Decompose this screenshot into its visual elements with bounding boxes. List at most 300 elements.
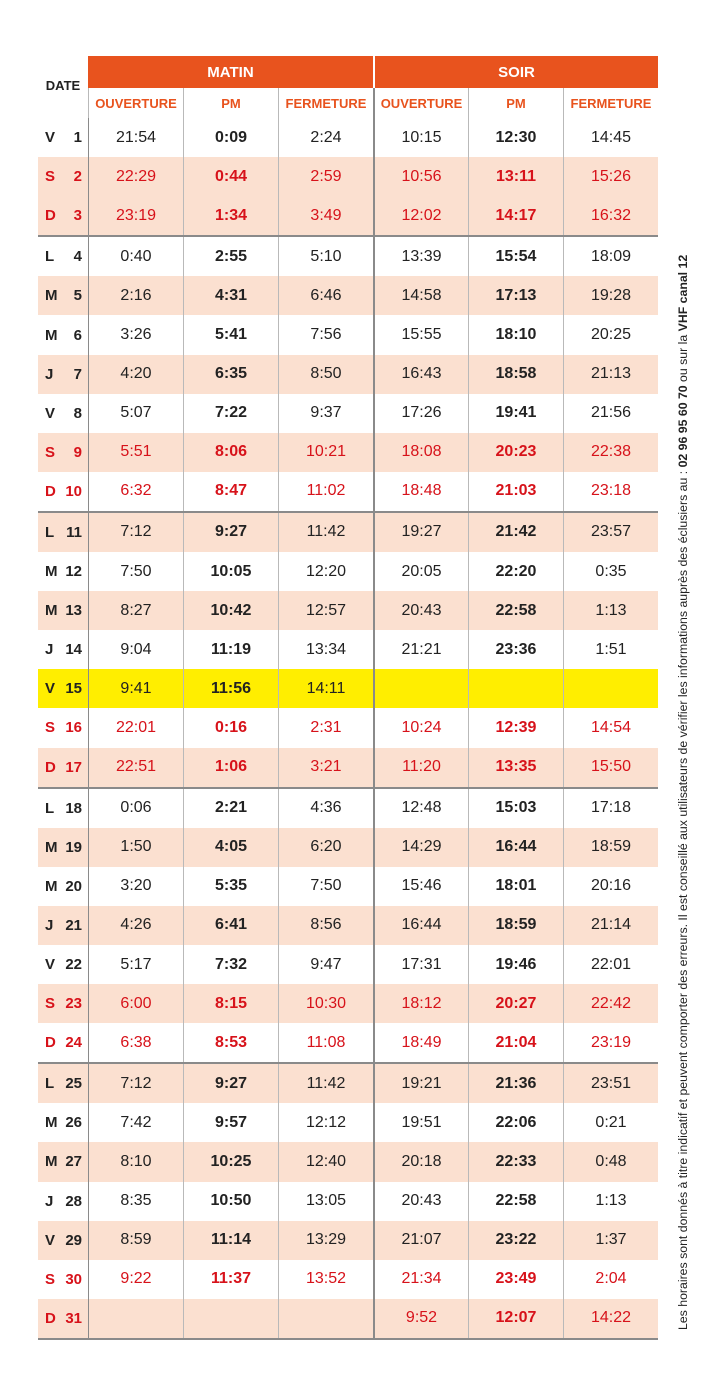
date-header: DATE xyxy=(45,78,81,93)
time-cell: 0:44 xyxy=(183,157,278,196)
day-number: 28 xyxy=(65,1192,82,1210)
time-cell: 8:35 xyxy=(88,1182,183,1221)
day-cell xyxy=(38,513,88,552)
time-cell: 12:12 xyxy=(278,1103,373,1142)
time-cell: 21:34 xyxy=(373,1260,468,1299)
table-row xyxy=(38,591,658,630)
time-cell: 8:27 xyxy=(88,591,183,630)
day-number: 27 xyxy=(65,1153,82,1171)
time-cell: 20:05 xyxy=(373,552,468,591)
day-cell xyxy=(38,237,88,276)
time-cell: 15:46 xyxy=(373,867,468,906)
time-cell: 9:57 xyxy=(183,1103,278,1142)
table-row xyxy=(38,1299,658,1338)
time-cell: 22:01 xyxy=(563,945,658,984)
day-letter: M xyxy=(45,838,58,856)
time-cell: 11:02 xyxy=(278,472,373,511)
day-cell xyxy=(38,1260,88,1299)
time-cell: 3:49 xyxy=(278,196,373,235)
time-cell: 9:27 xyxy=(183,513,278,552)
day-number: 29 xyxy=(65,1231,82,1249)
day-cell xyxy=(38,1221,88,1260)
time-cell: 2:31 xyxy=(278,708,373,747)
time-cell: 9:41 xyxy=(88,669,183,708)
time-cell: 2:16 xyxy=(88,276,183,315)
column-header-row xyxy=(38,88,658,118)
day-number: 18 xyxy=(65,799,82,817)
time-cell: 20:27 xyxy=(468,984,563,1023)
time-cell: 6:41 xyxy=(183,906,278,945)
day-letter: V xyxy=(45,1231,56,1249)
time-cell: 5:10 xyxy=(278,237,373,276)
column-header: FERMETURE xyxy=(278,88,373,118)
time-cell: 7:42 xyxy=(88,1103,183,1142)
time-cell: 23:57 xyxy=(563,513,658,552)
time-cell: 15:54 xyxy=(468,237,563,276)
table-row xyxy=(38,552,658,591)
column-header: PM xyxy=(468,88,563,118)
time-cell: 18:09 xyxy=(563,237,658,276)
time-cell: 18:58 xyxy=(468,355,563,394)
table-row xyxy=(38,906,658,945)
time-cell: 0:48 xyxy=(563,1142,658,1181)
time-cell: 0:40 xyxy=(88,237,183,276)
day-number: 5 xyxy=(73,287,82,305)
day-number: 30 xyxy=(65,1270,82,1288)
day-letter: S xyxy=(45,719,56,737)
time-cell: 23:18 xyxy=(563,472,658,511)
time-cell: 8:06 xyxy=(183,433,278,472)
group-header-row xyxy=(38,56,658,88)
time-cell: 23:19 xyxy=(563,1023,658,1062)
time-cell: 6:00 xyxy=(88,984,183,1023)
time-cell: 14:45 xyxy=(563,118,658,157)
time-cell: 11:42 xyxy=(278,513,373,552)
time-cell: 10:56 xyxy=(373,157,468,196)
day-number: 3 xyxy=(73,207,82,225)
time-cell: 2:55 xyxy=(183,237,278,276)
day-number: 22 xyxy=(65,956,82,974)
time-cell: 12:39 xyxy=(468,708,563,747)
time-cell: 16:43 xyxy=(373,355,468,394)
time-cell: 4:26 xyxy=(88,906,183,945)
day-letter: D xyxy=(45,758,56,776)
time-cell: 18:49 xyxy=(373,1023,468,1062)
day-number: 12 xyxy=(65,563,82,581)
soir-group-header: SOIR xyxy=(373,56,658,88)
day-letter: M xyxy=(45,287,58,305)
time-cell: 3:20 xyxy=(88,867,183,906)
day-letter: M xyxy=(45,1114,58,1132)
time-cell: 13:52 xyxy=(278,1260,373,1299)
day-cell xyxy=(38,630,88,669)
time-cell xyxy=(183,1299,278,1338)
time-cell: 2:04 xyxy=(563,1260,658,1299)
day-cell xyxy=(38,591,88,630)
time-cell: 4:20 xyxy=(88,355,183,394)
time-cell: 6:35 xyxy=(183,355,278,394)
day-number: 13 xyxy=(65,602,82,620)
table-row xyxy=(38,669,658,708)
time-cell: 9:47 xyxy=(278,945,373,984)
table-row xyxy=(38,315,658,354)
table-row xyxy=(38,433,658,472)
day-number: 21 xyxy=(65,916,82,934)
day-letter: D xyxy=(45,1309,56,1327)
table-row xyxy=(38,748,658,787)
day-cell xyxy=(38,867,88,906)
time-cell: 22:58 xyxy=(468,591,563,630)
time-cell: 5:41 xyxy=(183,315,278,354)
day-cell xyxy=(38,1064,88,1103)
time-cell: 14:58 xyxy=(373,276,468,315)
time-cell: 22:51 xyxy=(88,748,183,787)
time-cell: 9:52 xyxy=(373,1299,468,1338)
time-cell: 15:26 xyxy=(563,157,658,196)
time-cell: 9:04 xyxy=(88,630,183,669)
time-cell: 20:25 xyxy=(563,315,658,354)
day-letter: M xyxy=(45,563,58,581)
time-cell: 5:07 xyxy=(88,394,183,433)
table-row xyxy=(38,867,658,906)
time-cell: 10:42 xyxy=(183,591,278,630)
day-cell xyxy=(38,157,88,196)
time-cell: 19:21 xyxy=(373,1064,468,1103)
day-letter: L xyxy=(45,248,55,266)
time-cell: 4:36 xyxy=(278,789,373,828)
time-cell: 14:29 xyxy=(373,828,468,867)
time-cell: 16:44 xyxy=(468,828,563,867)
time-cell: 12:57 xyxy=(278,591,373,630)
time-cell: 12:20 xyxy=(278,552,373,591)
time-cell: 22:58 xyxy=(468,1182,563,1221)
time-cell: 17:26 xyxy=(373,394,468,433)
time-cell: 21:56 xyxy=(563,394,658,433)
day-cell xyxy=(38,945,88,984)
time-cell: 18:01 xyxy=(468,867,563,906)
day-number: 9 xyxy=(73,443,82,461)
day-letter: S xyxy=(45,168,56,186)
day-letter: L xyxy=(45,523,55,541)
time-cell: 19:46 xyxy=(468,945,563,984)
day-cell xyxy=(38,433,88,472)
time-cell: 11:37 xyxy=(183,1260,278,1299)
time-cell: 19:51 xyxy=(373,1103,468,1142)
time-cell: 1:51 xyxy=(563,630,658,669)
time-cell: 5:35 xyxy=(183,867,278,906)
time-cell: 3:21 xyxy=(278,748,373,787)
time-cell: 10:24 xyxy=(373,708,468,747)
day-number: 14 xyxy=(65,641,82,659)
time-cell: 18:48 xyxy=(373,472,468,511)
time-cell: 22:20 xyxy=(468,552,563,591)
time-cell: 4:05 xyxy=(183,828,278,867)
day-cell xyxy=(38,394,88,433)
time-cell: 18:12 xyxy=(373,984,468,1023)
table-row xyxy=(38,511,658,552)
day-number: 7 xyxy=(73,365,82,383)
day-letter: V xyxy=(45,680,56,698)
table-row xyxy=(38,984,658,1023)
time-cell: 12:48 xyxy=(373,789,468,828)
time-cell: 10:15 xyxy=(373,118,468,157)
time-cell: 7:50 xyxy=(278,867,373,906)
time-cell: 21:54 xyxy=(88,118,183,157)
day-letter: D xyxy=(45,1034,56,1052)
time-cell xyxy=(468,669,563,708)
day-number: 1 xyxy=(73,129,82,147)
time-cell: 2:21 xyxy=(183,789,278,828)
table-row xyxy=(38,472,658,511)
day-number: 6 xyxy=(73,326,82,344)
time-cell: 7:12 xyxy=(88,1064,183,1103)
day-number: 8 xyxy=(73,404,82,422)
day-cell xyxy=(38,196,88,235)
matin-group-header: MATIN xyxy=(88,56,373,88)
day-cell xyxy=(38,1182,88,1221)
day-letter: S xyxy=(45,995,56,1013)
day-letter: V xyxy=(45,956,56,974)
time-cell: 22:06 xyxy=(468,1103,563,1142)
table-row xyxy=(38,394,658,433)
day-cell xyxy=(38,1023,88,1062)
day-cell xyxy=(38,1142,88,1181)
time-cell: 8:47 xyxy=(183,472,278,511)
time-cell: 7:56 xyxy=(278,315,373,354)
day-cell xyxy=(38,118,88,157)
tide-lock-schedule-table xyxy=(38,56,658,1340)
time-cell: 1:37 xyxy=(563,1221,658,1260)
day-number: 26 xyxy=(65,1114,82,1132)
time-cell: 17:18 xyxy=(563,789,658,828)
day-letter: M xyxy=(45,1153,58,1171)
time-cell: 2:24 xyxy=(278,118,373,157)
day-cell xyxy=(38,708,88,747)
time-cell: 22:33 xyxy=(468,1142,563,1181)
time-cell: 18:59 xyxy=(563,828,658,867)
time-cell: 8:15 xyxy=(183,984,278,1023)
day-letter: M xyxy=(45,877,58,895)
time-cell: 1:34 xyxy=(183,196,278,235)
time-cell: 18:59 xyxy=(468,906,563,945)
table-row xyxy=(38,1260,658,1299)
day-cell xyxy=(38,472,88,511)
table-row xyxy=(38,118,658,157)
time-cell: 21:21 xyxy=(373,630,468,669)
time-cell: 20:23 xyxy=(468,433,563,472)
day-cell xyxy=(38,984,88,1023)
time-cell: 23:22 xyxy=(468,1221,563,1260)
time-cell: 11:42 xyxy=(278,1064,373,1103)
disclaimer-middle: ou sur la xyxy=(676,331,690,386)
time-cell: 21:42 xyxy=(468,513,563,552)
day-cell xyxy=(38,1299,88,1338)
time-cell: 13:11 xyxy=(468,157,563,196)
time-cell: 19:28 xyxy=(563,276,658,315)
time-cell xyxy=(88,1299,183,1338)
day-number: 17 xyxy=(65,758,82,776)
time-cell: 11:20 xyxy=(373,748,468,787)
time-cell: 15:50 xyxy=(563,748,658,787)
table-row xyxy=(38,355,658,394)
table-row xyxy=(38,157,658,196)
table-row xyxy=(38,708,658,747)
time-cell: 10:05 xyxy=(183,552,278,591)
time-cell: 4:31 xyxy=(183,276,278,315)
time-cell: 16:44 xyxy=(373,906,468,945)
time-cell: 13:34 xyxy=(278,630,373,669)
day-letter: L xyxy=(45,1075,55,1093)
time-cell: 20:16 xyxy=(563,867,658,906)
day-letter: D xyxy=(45,207,56,225)
vhf-channel: VHF canal 12 xyxy=(676,254,690,332)
table-row xyxy=(38,630,658,669)
day-number: 15 xyxy=(65,680,82,698)
column-header: FERMETURE xyxy=(563,88,658,118)
time-cell: 5:51 xyxy=(88,433,183,472)
time-cell: 22:42 xyxy=(563,984,658,1023)
time-cell: 20:43 xyxy=(373,591,468,630)
time-cell: 13:05 xyxy=(278,1182,373,1221)
table-row xyxy=(38,1103,658,1142)
time-cell: 12:40 xyxy=(278,1142,373,1181)
time-cell: 18:10 xyxy=(468,315,563,354)
time-cell xyxy=(373,669,468,708)
day-number: 19 xyxy=(65,838,82,856)
column-header: OUVERTURE xyxy=(88,88,183,118)
day-letter: S xyxy=(45,1270,56,1288)
disclaimer-text: Les horaires sont donnés à titre indicatif et peuvent comporter des erreurs. Il est conseillé aux utilisateurs de vérifier les informations auprès des éclusiers au : xyxy=(676,467,690,1330)
time-cell: 21:13 xyxy=(563,355,658,394)
day-letter: D xyxy=(45,482,56,500)
day-cell xyxy=(38,315,88,354)
day-number: 2 xyxy=(73,168,82,186)
table-row xyxy=(38,1062,658,1103)
time-cell: 21:36 xyxy=(468,1064,563,1103)
time-cell: 13:29 xyxy=(278,1221,373,1260)
table-row xyxy=(38,828,658,867)
time-cell: 12:30 xyxy=(468,118,563,157)
table-row xyxy=(38,1221,658,1260)
time-cell: 9:22 xyxy=(88,1260,183,1299)
time-cell: 16:32 xyxy=(563,196,658,235)
time-cell: 13:39 xyxy=(373,237,468,276)
time-cell: 0:09 xyxy=(183,118,278,157)
time-cell: 23:36 xyxy=(468,630,563,669)
time-cell: 1:50 xyxy=(88,828,183,867)
time-cell: 22:29 xyxy=(88,157,183,196)
day-letter: M xyxy=(45,602,58,620)
time-cell: 9:37 xyxy=(278,394,373,433)
day-number: 10 xyxy=(65,482,82,500)
day-letter: L xyxy=(45,799,55,817)
time-cell xyxy=(563,669,658,708)
time-cell: 1:13 xyxy=(563,1182,658,1221)
time-cell: 21:04 xyxy=(468,1023,563,1062)
day-cell xyxy=(38,276,88,315)
time-cell: 5:17 xyxy=(88,945,183,984)
time-cell: 14:11 xyxy=(278,669,373,708)
time-cell: 22:01 xyxy=(88,708,183,747)
time-cell: 20:18 xyxy=(373,1142,468,1181)
time-cell: 3:26 xyxy=(88,315,183,354)
day-cell xyxy=(38,748,88,787)
day-cell xyxy=(38,828,88,867)
time-cell: 20:43 xyxy=(373,1182,468,1221)
day-letter: M xyxy=(45,326,58,344)
time-cell: 8:10 xyxy=(88,1142,183,1181)
time-cell: 0:06 xyxy=(88,789,183,828)
time-cell: 15:55 xyxy=(373,315,468,354)
time-cell: 10:21 xyxy=(278,433,373,472)
time-cell: 6:38 xyxy=(88,1023,183,1062)
day-letter: J xyxy=(45,916,54,934)
time-cell: 9:27 xyxy=(183,1064,278,1103)
time-cell: 14:22 xyxy=(563,1299,658,1338)
day-cell xyxy=(38,1103,88,1142)
time-cell: 21:03 xyxy=(468,472,563,511)
day-letter: J xyxy=(45,641,54,659)
time-cell: 11:14 xyxy=(183,1221,278,1260)
time-cell: 10:25 xyxy=(183,1142,278,1181)
time-cell: 10:50 xyxy=(183,1182,278,1221)
time-cell: 6:20 xyxy=(278,828,373,867)
time-cell: 0:35 xyxy=(563,552,658,591)
time-cell: 0:21 xyxy=(563,1103,658,1142)
day-number: 4 xyxy=(73,248,82,266)
day-letter: J xyxy=(45,1192,54,1210)
time-cell: 7:32 xyxy=(183,945,278,984)
time-cell: 17:13 xyxy=(468,276,563,315)
time-cell: 17:31 xyxy=(373,945,468,984)
day-cell xyxy=(38,669,88,708)
time-cell: 14:54 xyxy=(563,708,658,747)
table-row xyxy=(38,276,658,315)
time-cell: 7:22 xyxy=(183,394,278,433)
table-row xyxy=(38,196,658,235)
time-cell xyxy=(278,1299,373,1338)
day-letter: S xyxy=(45,443,56,461)
time-cell: 12:07 xyxy=(468,1299,563,1338)
time-cell: 12:02 xyxy=(373,196,468,235)
time-cell: 21:07 xyxy=(373,1221,468,1260)
time-cell: 13:35 xyxy=(468,748,563,787)
day-number: 24 xyxy=(65,1034,82,1052)
time-cell: 1:13 xyxy=(563,591,658,630)
column-header: PM xyxy=(183,88,278,118)
table-row xyxy=(38,235,658,276)
table-body xyxy=(38,118,658,1340)
time-cell: 7:12 xyxy=(88,513,183,552)
table-row xyxy=(38,945,658,984)
column-header: OUVERTURE xyxy=(373,88,468,118)
time-cell: 19:27 xyxy=(373,513,468,552)
time-cell: 8:50 xyxy=(278,355,373,394)
day-cell xyxy=(38,552,88,591)
table-row xyxy=(38,1182,658,1221)
time-cell: 19:41 xyxy=(468,394,563,433)
time-cell: 8:53 xyxy=(183,1023,278,1062)
time-cell: 15:03 xyxy=(468,789,563,828)
time-cell: 11:19 xyxy=(183,630,278,669)
table-row xyxy=(38,1023,658,1062)
time-cell: 22:38 xyxy=(563,433,658,472)
day-number: 20 xyxy=(65,877,82,895)
day-number: 16 xyxy=(65,719,82,737)
time-cell: 18:08 xyxy=(373,433,468,472)
time-cell: 14:17 xyxy=(468,196,563,235)
phone-number: 02 96 95 60 70 xyxy=(676,385,690,468)
